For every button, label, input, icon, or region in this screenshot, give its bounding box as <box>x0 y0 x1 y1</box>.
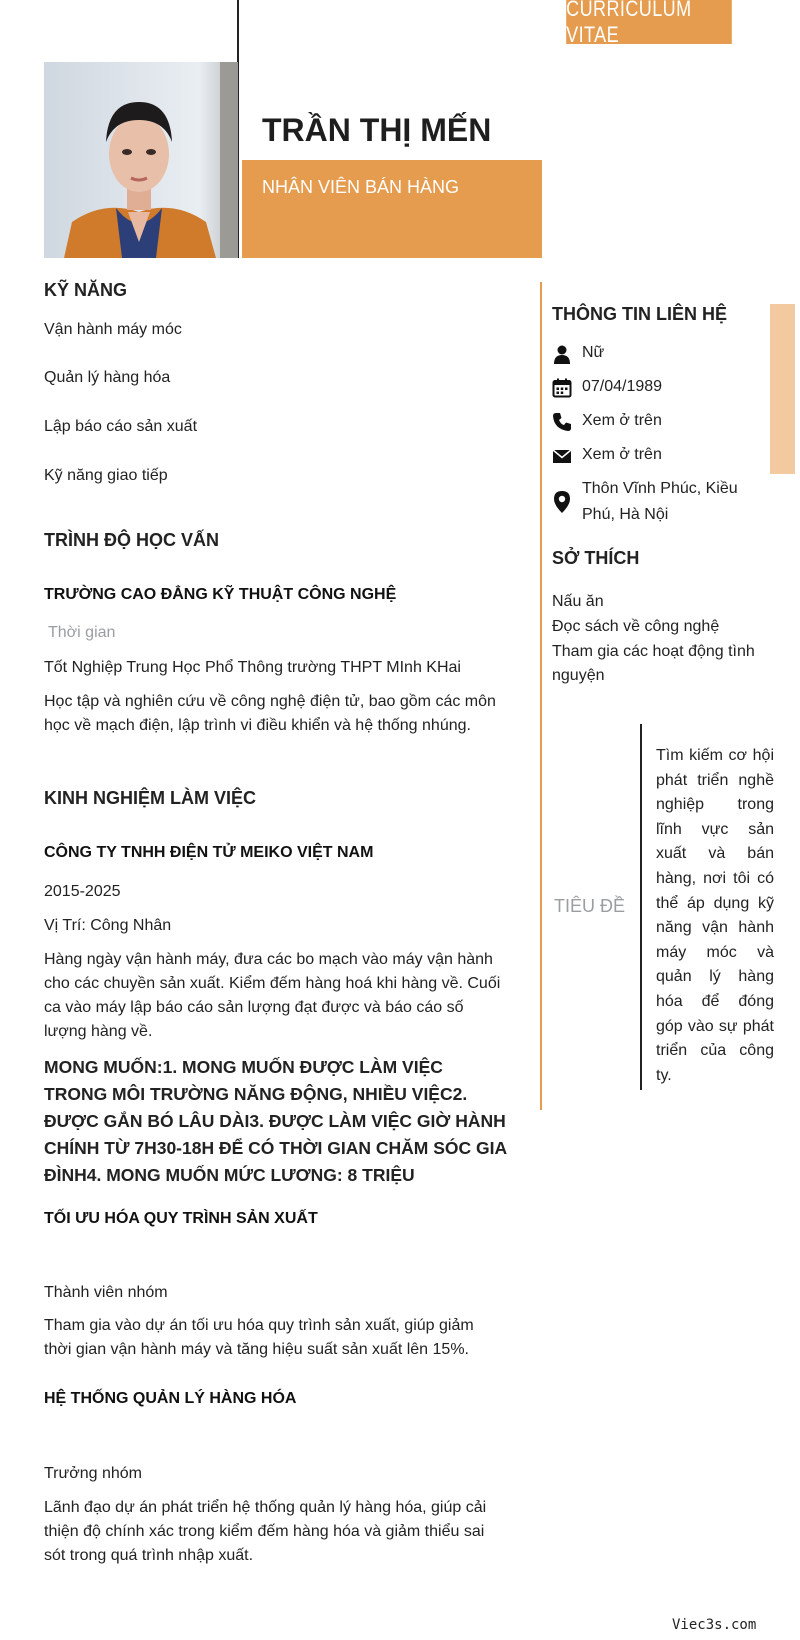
contact-birthday-row <box>552 374 662 400</box>
objective-text: Tìm kiếm cơ hội phát triển nghề nghiệp trong lĩnh vực sản xuất và bán hàng, nơi tôi có thể áp dụng kỹ năng vận hành máy móc và quản lý hàng hóa để đóng góp vào sự phát triển của công ty. <box>656 747 774 1084</box>
experience-description: Hàng ngày vận hành máy, đưa các bo mạch vào máy vận hành cho các chuyền sản xuất. Kiểm đếm hàng hoá khi hàng về. Cuối ca vào máy lập báo cáo sản lượng đạt được và báo cáo số lượng hàng về. <box>44 951 501 1040</box>
hobbies-heading: SỞ THÍCH <box>552 548 640 568</box>
project-title: HỆ THỐNG QUẢN LÝ HÀNG HÓA <box>44 1390 297 1407</box>
contact-heading: THÔNG TIN LIÊN HỆ <box>552 304 727 324</box>
project-description: Lãnh đạo dự án phát triển hệ thống quản lý hàng hóa, giúp cải thiện độ chính xác trong kiểm đếm hàng hóa và giảm thiểu sai sót trong quá trình nhập xuất. <box>44 1499 487 1564</box>
contact-birthday: 07/04/1989 <box>582 378 663 395</box>
job-title: NHÂN VIÊN BÁN HÀNG <box>262 177 460 197</box>
project-role: Trưởng nhóm <box>44 1465 142 1482</box>
project-description: Tham gia vào dự án tối ưu hóa quy trình sản xuất, giúp giảm thời gian vận hành máy và tăng hiệu suất sản xuất lên 15%. <box>44 1317 474 1358</box>
experience-heading: KINH NGHIỆM LÀM VIỆC <box>44 788 257 808</box>
job-title-band <box>242 160 542 258</box>
contact-gender-row <box>552 340 604 366</box>
education-description: Học tập và nghiên cứu về công nghệ điện tử, bao gồm các môn học về mạch điện, lập trình vi điều khiển và hệ thống nhúng. <box>44 693 496 734</box>
skill-item: Quản lý hàng hóa <box>44 369 171 386</box>
skill-item: Lập báo cáo sản xuất <box>44 418 198 435</box>
contact-address-row <box>552 476 762 528</box>
skills-heading: KỸ NĂNG <box>44 280 128 300</box>
contact-email-row <box>552 442 662 468</box>
wishes-statement: MONG MUỐN:1. MONG MUỐN ĐƯỢC LÀM VIỆC TRONG MÔI TRƯỜNG NĂNG ĐỘNG, NHIỀU VIỆC2. ĐƯỢC GẮN BÓ LÂU DÀI3. ĐƯỢC LÀM VIỆC GIỜ HÀNH CHÍNH TỪ 7H30-18H ĐỂ CÓ THỜI GIAN CHĂM SÓC GIA ĐÌNH4. MONG MUỐN MỨC LƯƠNG: 8 TRIỆU <box>44 1057 507 1185</box>
contact-phone: Xem ở trên <box>582 412 662 429</box>
skill-item: Kỹ năng giao tiếp <box>44 467 168 484</box>
contact-phone-row <box>552 408 662 434</box>
location-pin-icon <box>552 490 572 514</box>
education-time-label: Thời gian <box>48 624 116 641</box>
profile-photo <box>44 62 238 258</box>
contact-gender: Nữ <box>582 344 605 361</box>
contact-address: Thôn Vĩnh Phúc, Kiều Phú, Hà Nội <box>582 480 738 523</box>
cv-label-banner: CURRICULUM VITAE <box>566 0 732 44</box>
experience-period: 2015-2025 <box>44 883 121 900</box>
experience-position: Vị Trí: Công Nhân <box>44 917 172 934</box>
email-icon <box>552 446 572 466</box>
education-school: TRƯỜNG CAO ĐẲNG KỸ THUẬT CÔNG NGHỆ <box>44 586 397 603</box>
objective-divider-line <box>640 724 642 1090</box>
calendar-icon <box>552 378 572 398</box>
contact-email: Xem ở trên <box>582 446 662 463</box>
objective-label: TIÊU ĐỀ <box>554 896 626 916</box>
education-degree: Tốt Nghiệp Trung Học Phổ Thông trường THPT MInh KHai <box>44 659 461 676</box>
candidate-name: TRẦN THỊ MẾN <box>262 112 492 148</box>
project-role: Thành viên nhóm <box>44 1284 168 1301</box>
hobby-item: Đọc sách về công nghệ <box>552 618 720 635</box>
watermark: Viec3s.com <box>672 1617 757 1633</box>
phone-icon <box>552 412 572 432</box>
project-title: TỐI ƯU HÓA QUY TRÌNH SẢN XUẤT <box>44 1210 318 1227</box>
person-icon <box>552 344 572 364</box>
skill-item: Vận hành máy móc <box>44 321 182 338</box>
hobby-item: Tham gia các hoạt động tình nguyện <box>552 643 755 684</box>
hobby-item: Nấu ăn <box>552 593 604 610</box>
sidebar-divider-line <box>540 282 542 1110</box>
experience-company: CÔNG TY TNHH ĐIỆN TỬ MEIKO VIỆT NAM <box>44 844 374 861</box>
education-heading: TRÌNH ĐỘ HỌC VẤN <box>44 530 219 550</box>
decorative-accent-bar <box>770 304 795 474</box>
